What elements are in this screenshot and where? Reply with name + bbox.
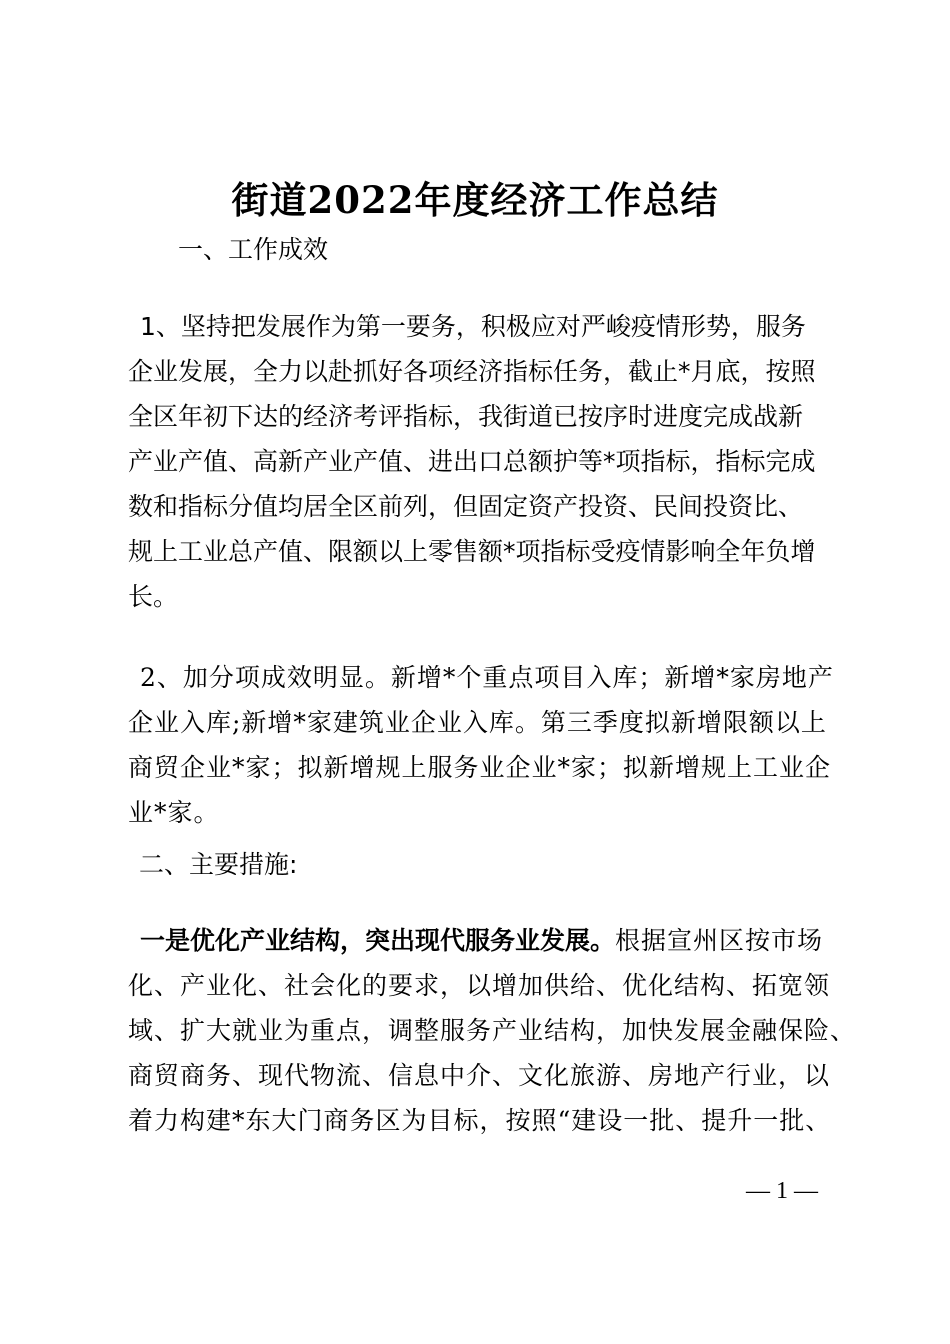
paragraph-line: 商贸企业*家；拟新增规上服务业企业*家；拟新增规上工业企: [128, 753, 832, 782]
paragraph-line: 业*家。: [128, 798, 220, 827]
paragraph-line: 化、产业化、社会化的要求，以增加供给、优化结构、拓宽领: [128, 971, 831, 1000]
paragraph-line: 数和指标分值均居全区前列，但固定资产投资、民间投资比、: [128, 492, 804, 521]
paragraph-line: 规上工业总产值、限额以上零售额*项指标受疫情影响全年负增: [128, 537, 816, 566]
paragraph-first-line: [128, 918, 840, 963]
paragraph-line: 全区年初下达的经济考评指标，我街道已按序时进度完成战新: [128, 402, 804, 431]
paragraph-1: [128, 304, 840, 619]
paragraph-lead-bold: 一是优化产业结构，突出现代服务业发展。: [140, 926, 616, 955]
section-heading-measures: 二、主要措施:: [139, 850, 298, 879]
page-number: — 1 —: [746, 1178, 818, 1204]
paragraph-line: 企业发展，全力以赴抓好各项经济指标任务，截止*月底，按照: [128, 357, 816, 386]
paragraph-line: 1、坚持把发展作为第一要务，积极应对严峻疫情形势，服务: [140, 312, 806, 341]
paragraph-line: 2、加分项成效明显。新增*个重点项目入库；新增*家房地产: [140, 663, 834, 692]
paragraph-2: [128, 655, 840, 835]
paragraph-3: [128, 918, 857, 1143]
paragraph-line: 商贸商务、现代物流、信息中介、文化旅游、房地产行业，以: [128, 1061, 831, 1090]
document-title: 街道2022年度经济工作总结: [231, 178, 719, 222]
paragraph-lead-rest: 根据宣州区按市场: [615, 926, 824, 955]
paragraph-line: 着力构建*东大门商务区为目标，按照“建设一批、提升一批、: [128, 1106, 832, 1135]
section-heading-achievements: 一、工作成效: [178, 235, 329, 264]
paragraph-line: 长。: [128, 582, 179, 611]
paragraph-line: 产业产值、高新产业产值、进出口总额护等*项指标，指标完成: [128, 447, 816, 476]
paragraph-line: 企业入库;新增*家建筑业企业入库。第三季度拟新增限额以上: [128, 708, 827, 737]
paragraph-line: 域、扩大就业为重点，调整服务产业结构，加快发展金融保险、: [128, 1016, 857, 1045]
